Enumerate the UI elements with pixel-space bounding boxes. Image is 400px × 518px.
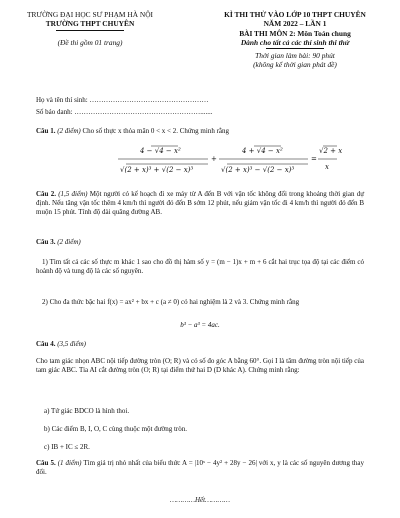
candidate-name-line: Họ và tên thí sinh: …………………………………………… [36, 96, 209, 104]
university-name: TRƯỜNG ĐẠI HỌC SƯ PHẠM HÀ NỘI [26, 10, 154, 19]
divider [266, 48, 324, 49]
exam-title: KÌ THI THỬ VÀO LỚP 10 THPT CHUYÊN [224, 10, 366, 19]
q2-text: Một người có kế hoạch đi xe máy từ A đến B với vận tốc không đổi trong khoảng thời gian dự định. Nếu tăng vận tốc thêm 4 km/h thì người đó đến B sớm 12 phút, nếu giảm vận tốc đi 4 km/h thì người đó đến B muộn 15 phút. Tính độ dài quãng đường AB. [36, 190, 364, 216]
q3-part-1: 1) Tìm tất cả các số thực m khác 1 sao cho đồ thị hàm số y = (m − 1)x + m + 6 cắt hai trục tọa độ tại các điểm có hoành độ và tung độ là các số nguyên. [36, 258, 364, 275]
svg-text:√(2 + x)³ − √(2 − x)³: √(2 + x)³ − √(2 − x)³ [221, 166, 295, 174]
question-4-heading [36, 340, 364, 349]
q5-label: Câu 5. [36, 459, 56, 467]
q3-points: (2 điểm) [57, 238, 81, 246]
q3-part-2: 2) Cho đa thức bậc hai f(x) = ax² + bx + c (a ≠ 0) có hai nghiệm là 2 và 3. Chứng minh rằng [42, 298, 300, 306]
school-name: TRƯỜNG THPT CHUYÊN [45, 19, 135, 29]
svg-text:=: = [311, 155, 317, 163]
q4-part-c: c) IB + IC ≤ 2R. [44, 443, 90, 451]
q4-part-a: a) Tứ giác BDCO là hình thoi. [44, 407, 130, 415]
header-left [10, 10, 170, 47]
q1-equation-graphic [118, 142, 343, 182]
svg-text:√(2 + x)³ + √(2 − x)³: √(2 + x)³ + √(2 − x)³ [120, 166, 194, 174]
svg-text:4 + √4 − x²: 4 + √4 − x² [242, 147, 283, 155]
q3-label: Câu 3. [36, 238, 56, 246]
q4-label: Câu 4. [36, 340, 56, 348]
year-round: NĂM 2022 – LẦN 1 [263, 19, 327, 29]
question-3 [36, 238, 364, 247]
end-marker: …………Hết………… [170, 496, 230, 504]
svg-text:√2 + x: √2 + x [319, 147, 343, 155]
question-1 [36, 127, 364, 136]
candidate-id-line: Số báo danh: ………………………………………………....... [36, 108, 213, 116]
audience: Dành cho tất cả các thí sinh thi thử [240, 37, 350, 47]
q1-label: Câu 1. [36, 127, 56, 135]
q4-part-b: b) Các điểm B, I, O, C cùng thuộc một đường tròn. [44, 425, 188, 433]
q2-label: Câu 2. [36, 190, 56, 198]
time-note: (không kể thời gian phát đề) [253, 60, 337, 70]
q1-points: (2 điểm) [57, 127, 81, 135]
svg-text:+: + [211, 155, 217, 163]
pages-note: (Đề thi gồm 01 trang) [57, 37, 123, 47]
q4-text: Cho tam giác nhọn ABC nội tiếp đường tròn (O; R) và có số đo góc A bằng 60°. Gọi I là tâm đường tròn nội tiếp của tam giác ABC. Tia AI cắt đường tròn (O; R) tại điểm thứ hai D (D khác A). Chứng minh rằng: [36, 357, 364, 374]
header-right [200, 10, 390, 70]
q5-text: Tìm giá trị nhỏ nhất của biểu thức A = |10ˣ − 4y² + 28y − 26| với x, y là các số nguyên dương thay đổi. [36, 459, 364, 476]
divider [56, 30, 124, 31]
question-2 [36, 190, 364, 216]
subject: BÀI THI MÔN 2: Môn Toán chung [239, 28, 351, 38]
question-5 [36, 459, 364, 477]
svg-text:4 − √4 − x²: 4 − √4 − x² [140, 147, 181, 155]
q1-equation [118, 142, 343, 182]
time-limit: Thời gian làm bài: 90 phút [255, 51, 335, 60]
q1-text: Cho số thực x thỏa mãn 0 < x < 2. Chứng minh rằng [82, 127, 230, 135]
q4-points: (3,5 điểm) [57, 340, 86, 348]
q3-equation: b³ − a³ = 4ac. [180, 321, 220, 329]
q2-points: (1,5 điểm) [58, 190, 88, 198]
svg-text:x: x [325, 163, 329, 171]
q5-points: (1 điểm) [57, 459, 82, 467]
